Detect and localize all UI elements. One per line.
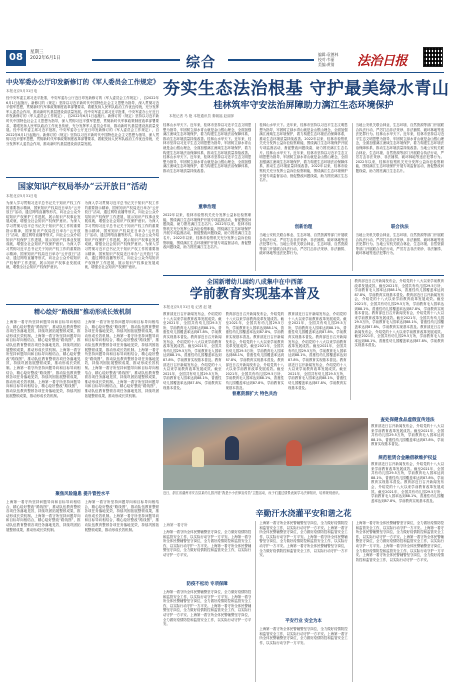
page-number: 08 [6,50,26,66]
editors: 编辑:袁德林 校对:韦丽 美编:黄倩 [318,52,339,67]
byline: 上海第一看守所 [163,523,188,527]
article-body: 为深入学习贯彻习近平总书记关于知识产权工作的重要指示精神，国家知识产权局近日举办“云开放日”活动，通过网络直播等形式，向社会公众介绍知识产权保护工作进展，展示知识产权事业发展成就，增强全社会知识产权保护意识。为深入学习贯彻习近平总书记关于知识产权工作的重要指示精神，国家知识产权局近日举办“云开放日”活动，通过网络直播等形式，向社会公众介绍知识产权保护工作进展，展示知识产权事业发展成就，增强全社会知识产权保护意识。为深入学习贯彻习近平总书记关于知识产权工作的重要指示精神，国家知识产权局近日举办“云开放日”活动，通过网络直播等形式，向社会公众介绍知识产权保护工作进展，展示知识产权事业发展成就，增强全社会知识产权保护意识。 为深入学习贯彻习近平总书记关于知识产权工作的重要指示精神，国家知识产权局近日举办“云开放日”活动，通过网络直播等形式，向社会公众介绍知识产权保护工作进展，展示知识产权事业发展成就，增强全社会知识产权保护意识。为深入学习贯彻习近平总书记关于知识产权工作的重要指示精神，国家知识产权局近日举办“云开放日”活动，通过网络直播等形式，向社会公众介绍知识产权保护工作进展，展示知识产权事业发展成就，增强全社会知识产权保护意识。为深入学习贯彻习近平总书记关于知识产权工作的重要指示精神，国家知识产权局近日举办“云开放日”活动，通过网络直播等形式，向社会公众介绍知识产权保护工作进展，展示知识产权事业发展成就，增强全社会知识产权保护意识。 [6,201,159,270]
subheading: 聚焦风险隐患 提升管控水平 [55,492,110,497]
subheading: 普惠资源扩大 特色共治 [232,392,278,397]
article-title: 国家知识产权局举办“云开放日”活动 [17,181,148,191]
byline: 本报北京5月31日电 [6,89,38,93]
masthead [0,0,450,80]
right-sidebar: 查处保健食品虚假宣传违法 教育部近日召开新闻发布会，介绍党的十八大以来学前教育改革发展成效。截至2021年，全国共有幼儿园29.5万所，学前教育毛入园率达到88.1%，普惠性幼儿园覆盖率达到87.8%，学前教育实现基本普及。 规范租赁合金融借款维护权益 教育部近日召开新闻发布会，介绍党的十八大以来学前教育改革发展成效。截至2021年，全国共有幼儿园29.5万所，学前教育毛入园率达到88.1%，普惠性幼儿园覆盖率达到87.8%，学前教育实现基本普及。教育部近日召开新闻发布会，介绍党的十八大以来学前教育改革发展成效。截至2021年，全国共有幼儿园29.5万所，学前教育毛入园率达到88.1%，普惠性幼儿园覆盖率达到87.8%，学前教育实现基本普及。 [371,418,444,503]
subheading: 创新治理 [294,225,313,230]
photo-caption: 近日，浙江省湖州市安吉县某幼儿园开展“我是小小法律宣传员”主题活动，孩子们通过情景表演学习法律知识，培养规则意识。 [163,491,342,495]
subheading: 联合执法 [391,225,409,230]
lead-headline: 夯实生态法治根基 守护最美绿水青山 [163,79,450,99]
main-area [163,78,450,400]
article-title: 精心绘好“路线图”推动形成长效机制 [34,309,131,316]
divider [6,304,159,305]
qr-code-icon [423,47,443,67]
section-rule-left [92,59,180,61]
byline: 本报北京5月31日电 [6,194,38,198]
article-body: 上海第一看守所坚持问题导向和目标导向相结合，精心绘好整改“路线图”，推动队伍教育整顿各项任务落地见效，持续巩固拓展整顿成果，推动形成长效机制。上海第一看守所坚持问题导向和目标导向相结合，精心绘好整改“路线图”，推动队伍教育整顿各项任务落地见效，持续巩固拓展整顿成果，推动形成长效机制。上海第一看守所坚持问题导向和目标导向相结合，精心绘好整改“路线图”，推动队伍教育整顿各项任务落地见效，持续巩固拓展整顿成果，推动形成长效机制。上海第一看守所坚持问题导向和目标导向相结合，精心绘好整改“路线图”，推动队伍教育整顿各项任务落地见效，持续巩固拓展整顿成果，推动形成长效机制。上海第一看守所坚持问题导向和目标导向相结合，精心绘好整改“路线图”，推动队伍教育整顿各项任务落地见效，持续巩固拓展整顿成果，推动形成长效机制。 上海第一看守所坚持问题导向和目标导向相结合，精心绘好整改“路线图”，推动队伍教育整顿各项任务落地见效，持续巩固拓展整顿成果，推动形成长效机制。上海第一看守所坚持问题导向和目标导向相结合，精心绘好整改“路线图”，推动队伍教育整顿各项任务落地见效，持续巩固拓展整顿成果，推动形成长效机制。上海第一看守所坚持问题导向和目标导向相结合，精心绘好整改“路线图”，推动队伍教育整顿各项任务落地见效，持续巩固拓展整顿成果，推动形成长效机制。上海第一看守所坚持问题导向和目标导向相结合，精心绘好整改“路线图”，推动队伍教育整顿各项任务落地见效，持续巩固拓展整顿成果，推动形成长效机制。上海第一看守所坚持问题导向和目标导向相结合，精心绘好整改“路线图”，推动队伍教育整顿各项任务落地见效，持续巩固拓展整顿成果，推动形成长效机制。 [6,320,159,398]
header-rule [6,72,444,73]
article-body: 经中央军委主席习近平批准，中央军委办公厅近日印发新修订的《军人委员会工作规定》，自2022年6月1日起施行。新修订的《规定》坚持以习近平新时代中国特色社会主义思想为指导，深入贯彻习近平强军思想，贯彻新时代军事政策制度改革部署要求，着眼发扬人民军队政治工作优良传统，充分发挥军人委员会作用，推动新时代基层建设高质量发展。经中央军委主席习近平批准，中央军委办公厅近日印发新修订的《军人委员会工作规定》，自2022年6月1日起施行。新修订的《规定》坚持以习近平新时代中国特色社会主义思想为指导，深入贯彻习近平强军思想，贯彻新时代军事政策制度改革部署要求，着眼发扬人民军队政治工作优良传统，充分发挥军人委员会作用，推动新时代基层建设高质量发展。经中央军委主席习近平批准，中央军委办公厅近日印发新修订的《军人委员会工作规定》，自2022年6月1日起施行。新修订的《规定》坚持以习近平新时代中国特色社会主义思想为指导，深入贯彻习近平强军思想，贯彻新时代军事政策制度改革部署要求，着眼发扬人民军队政治工作优良传统，充分发挥军人委员会作用，推动新时代基层建设高质量发展。 [6,96,159,146]
news-photo [163,418,368,490]
section-rule-right [228,59,314,61]
byline: 本报记者 马 艳 本报通讯员 秦朝福 赵丽萍 [169,114,235,118]
lead-subheadline: 桂林筑牢守安法治屏障助力漓江生态环境保护 [213,101,394,111]
lead-article-body: 桂林山水甲天下。近年来，桂林市坚持以习近平生态文明思想为指导，牢固树立绿水青山就是金山银山理念，全面加强漓江流域生态环境保护，着力构建生态环境法治保障体系，推动生态环境质量持续改善。桂林山水甲天下。近年来，桂林市坚持以习近平生态文明思想为指导，牢固树立绿水青山就是金山银山理念，全面加强漓江流域生态环境保护，着力构建生态环境法治保障体系，推动生态环境质量持续改善。桂林山水甲天下。近年来，桂林市坚持以习近平生态文明思想为指导，牢固树立绿水青山就是金山银山理念，全面加强漓江流域生态环境保护，着力构建生态环境法治保障体系，推动生态环境质量持续改善。 重拳治理 2022年以来，桂林市检察机关充分发挥公益诉讼检察职能，围绕漓江生态环境保护开展专项监督活动，督促整改问题线索，助力擦亮漓江生态名片。2022年以来，桂林市检察机关充分发挥公益诉讼检察职能，围绕漓江生态环境保护开展专项监督活动，督促整改问题线索，助力擦亮漓江生态名片。2022年以来，桂林市检察机关充分发挥公益诉讼检察职能，围绕漓江生态环境保护开展专项监督活动，督促整改问题线索，助力擦亮漓江生态名片。 桂林山水甲天下。近年来，桂林市坚持以习近平生态文明思想为指导，牢固树立绿水青山就是金山银山理念，全面加强漓江流域生态环境保护，着力构建生态环境法治保障体系，推动生态环境质量持续改善。2022年以来，桂林市检察机关充分发挥公益诉讼检察职能，围绕漓江生态环境保护开展专项监督活动，督促整改问题线索，助力擦亮漓江生态名片。桂林山水甲天下。近年来，桂林市坚持以习近平生态文明思想为指导，牢固树立绿水青山就是金山银山理念，全面加强漓江流域生态环境保护，着力构建生态环境法治保障体系，推动生态环境质量持续改善。2022年以来，桂林市检察机关充分发挥公益诉讼检察职能，围绕漓江生态环境保护开展专项监督活动，督促整改问题线索，助力擦亮漓江生态名片。 创新治理 当地公安机关联合林业、生态环境、自然资源等部门开展联合执法行动，严厉打击非法采砂、非法捕捞、破坏林地等违法犯罪行为。当地公安机关联合林业、生态环境、自然资源等部门开展联合执法行动，严厉打击非法采砂、非法捕捞、破坏林地等违法犯罪行为。 当地公安机关联合林业、生态环境、自然资源等部门开展联合执法行动，严厉打击非法采砂、非法捕捞、破坏林地等违法犯罪行为。桂林山水甲天下。近年来，桂林市坚持以习近平生态文明思想为指导，牢固树立绿水青山就是金山银山理念，全面加强漓江流域生态环境保护，着力构建生态环境法治保障体系，推动生态环境质量持续改善。当地公安机关联合林业、生态环境、自然资源等部门开展联合执法行动，严厉打击非法采砂、非法捕捞、破坏林地等违法犯罪行为。2022年以来，桂林市检察机关充分发挥公益诉讼检察职能，围绕漓江生态环境保护开展专项监督活动，督促整改问题线索，助力擦亮漓江生态名片。 联合执法 当地公安机关联合林业、生态环境、自然资源等部门开展联合执法行动，严厉打击非法采砂、非法捕捞、破坏林地等违法犯罪行为。当地公安机关联合林业、生态环境、自然资源等部门开展联合执法行动，严厉打击非法采砂、非法捕捞、破坏林地等违法犯罪行为。 [163,123,444,271]
box-title: 查处保健食品虚假宣传违法 [380,418,435,423]
prison-article: 辛勤汗水浇灌平安和谐之花 上海第一看守所 上海第一看守所全体民警辅警坚守岗位，全力做好疫情防控和监管安全工作，以实际行动守护一方平安。上海第一看守所全体民警辅警坚守岗位，全力做好疫情防控和监管安全工作，以实际行动守护一方平安。上海第一看守所全体民警辅警坚守岗位，全力做好疫情防控和监管安全工作，以实际行动守护一方平安。 防疫不松动 专项保障 上海第一看守所全体民警辅警坚守岗位，全力做好疫情防控和监管安全工作，以实际行动守护一方平安。上海第一看守所全体民警辅警坚守岗位，全力做好疫情防控和监管安全工作，以实际行动守护一方平安。上海第一看守所全体民警辅警坚守岗位，全力做好疫情防控和监管安全工作，以实际行动守护一方平安。上海第一看守所全体民警辅警坚守岗位，全力做好疫情防控和监管安全工作，以实际行动守护一方平安。 上海第一看守所全体民警辅警坚守岗位，全力做好疫情防控和监管安全工作，以实际行动守护一方平安。上海第一看守所全体民警辅警坚守岗位，全力做好疫情防控和监管安全工作，以实际行动守护一方平安。上海第一看守所全体民警辅警坚守岗位，全力做好疫情防控和监管安全工作，以实际行动守护一方平安。上海第一看守所全体民警辅警坚守岗位，全力做好疫情防控和监管安全工作，以实际行动守护一方平安。 平安行业 安全为本 上海第一看守所全体民警辅警坚守岗位，全力做好疫情防控和监管安全工作，以实际行动守护一方平安。上海第一看守所全体民警辅警坚守岗位，全力做好疫情防控和监管安全工作，以实际行动守护一方平安。 上海第一看守所全体民警辅警坚守岗位，全力做好疫情防控和监管安全工作，以实际行动守护一方平安。上海第一看守所全体民警辅警坚守岗位，全力做好疫情防控和监管安全工作，以实际行动守护一方平安。上海第一看守所全体民警辅警坚守岗位，全力做好疫情防控和监管安全工作，以实际行动守护一方平安。上海第一看守所全体民警辅警坚守岗位，全力做好疫情防控和监管安全工作，以实际行动守护一方平安。上海第一看守所全体民警辅警坚守岗位，全力做好疫情防控和监管安全工作，以实际行动守护一方平安。 [163,508,444,682]
article-title: 学前教育实现基本普及 [189,287,320,302]
subheading: 防疫不松动 专项保障 [186,582,228,587]
divider [163,275,444,276]
newspaper-logo: 法治日报 [357,54,408,69]
divider [6,177,159,178]
article-title: 中央军委办公厅印发新修订的《军人委员会工作规定》 [6,78,160,86]
box-title: 规范租赁合金融借款维护权益 [378,456,437,461]
subheading: 平安行业 安全为本 [285,619,322,624]
article-kicker: 全国新增幼儿园约八成集中在中西部 [206,279,303,286]
byline: 本报北京5月31日电 记者 赵 婕 [163,305,212,309]
article-body: 上海第一看守所坚持问题导向和目标导向相结合，精心绘好整改“路线图”，推动队伍教育整顿各项任务落地见效，持续巩固拓展整顿成果，推动形成长效机制。上海第一看守所坚持问题导向和目标导向相结合，精心绘好整改“路线图”，推动队伍教育整顿各项任务落地见效，持续巩固拓展整顿成果，推动形成长效机制。 上海第一看守所坚持问题导向和目标导向相结合，精心绘好整改“路线图”，推动队伍教育整顿各项任务落地见效，持续巩固拓展整顿成果，推动形成长效机制。上海第一看守所坚持问题导向和目标导向相结合，精心绘好整改“路线图”，推动队伍教育整顿各项任务落地见效，持续巩固拓展整顿成果，推动形成长效机制。 [6,500,159,532]
subheading: 重拳治理 [198,205,216,210]
education-article: 全国新增幼儿园约八成集中在中西部 学前教育实现基本普及 本报北京5月31日电 记者 赵 婕 教育部近日召开新闻发布会，介绍党的十八大以来学前教育改革发展成效。截至2021年，全国共有幼儿园29.5万所，学前教育毛入园率达到88.1%，普惠性幼儿园覆盖率达到87.8%，学前教育实现基本普及。教育部近日召开新闻发布会，介绍党的十八大以来学前教育改革发展成效。截至2021年，全国共有幼儿园29.5万所，学前教育毛入园率达到88.1%，普惠性幼儿园覆盖率达到87.8%，学前教育实现基本普及。教育部近日召开新闻发布会，介绍党的十八大以来学前教育改革发展成效。截至2021年，全国共有幼儿园29.5万所，学前教育毛入园率达到88.1%，普惠性幼儿园覆盖率达到87.8%，学前教育实现基本普及。 教育部近日召开新闻发布会，介绍党的十八大以来学前教育改革发展成效。截至2021年，全国共有幼儿园29.5万所，学前教育毛入园率达到88.1%，普惠性幼儿园覆盖率达到87.8%，学前教育实现基本普及。教育部近日召开新闻发布会，介绍党的十八大以来学前教育改革发展成效。截至2021年，全国共有幼儿园29.5万所，学前教育毛入园率达到88.1%，普惠性幼儿园覆盖率达到87.8%，学前教育实现基本普及。教育部近日召开新闻发布会，介绍党的十八大以来学前教育改革发展成效。截至2021年，全国共有幼儿园29.5万所，学前教育毛入园率达到88.1%，普惠性幼儿园覆盖率达到87.8%，学前教育实现基本普及。 教育部近日召开新闻发布会，介绍党的十八大以来学前教育改革发展成效。截至2021年，全国共有幼儿园29.5万所，学前教育毛入园率达到88.1%，普惠性幼儿园覆盖率达到87.8%，学前教育实现基本普及。教育部近日召开新闻发布会，介绍党的十八大以来学前教育改革发展成效。截至2021年，全国共有幼儿园29.5万所，学前教育毛入园率达到88.1%，普惠性幼儿园覆盖率达到87.8%，学前教育实现基本普及。教育部近日召开新闻发布会，介绍党的十八大以来学前教育改革发展成效。截至2021年，全国共有幼儿园29.5万所，学前教育毛入园率达到88.1%，普惠性幼儿园覆盖率达到87.8%，学前教育实现基本普及。 普惠资源扩大 特色共治 教育部近日召开新闻发布会，介绍党的十八大以来学前教育改革发展成效。截至2021年，全国共有幼儿园29.5万所，学前教育毛入园率达到88.1%，普惠性幼儿园覆盖率达到87.8%，学前教育实现基本普及。教育部近日召开新闻发布会，介绍党的十八大以来学前教育改革发展成效。截至2021年，全国共有幼儿园29.5万所，学前教育毛入园率达到88.1%，普惠性幼儿园覆盖率达到87.8%，学前教育实现基本普及。教育部近日召开新闻发布会，介绍党的十八大以来学前教育改革发展成效。截至2021年，全国共有幼儿园29.5万所，学前教育毛入园率达到88.1%，普惠性幼儿园覆盖率达到87.8%，学前教育实现基本普及。教育部近日召开新闻发布会，介绍党的十八大以来学前教育改革发展成效。截至2021年，全国共有幼儿园29.5万所，学前教育毛入园率达到88.1%，普惠性幼儿园覆盖率达到87.8%，学前教育实现基本普及。 [163,279,444,400]
left-column [6,78,159,578]
page-date: 星期三 2022年6月1日 [30,50,61,61]
article-title: 辛勤汗水浇灌平安和谐之花 [255,508,352,518]
section-title: 综合 [186,55,216,71]
